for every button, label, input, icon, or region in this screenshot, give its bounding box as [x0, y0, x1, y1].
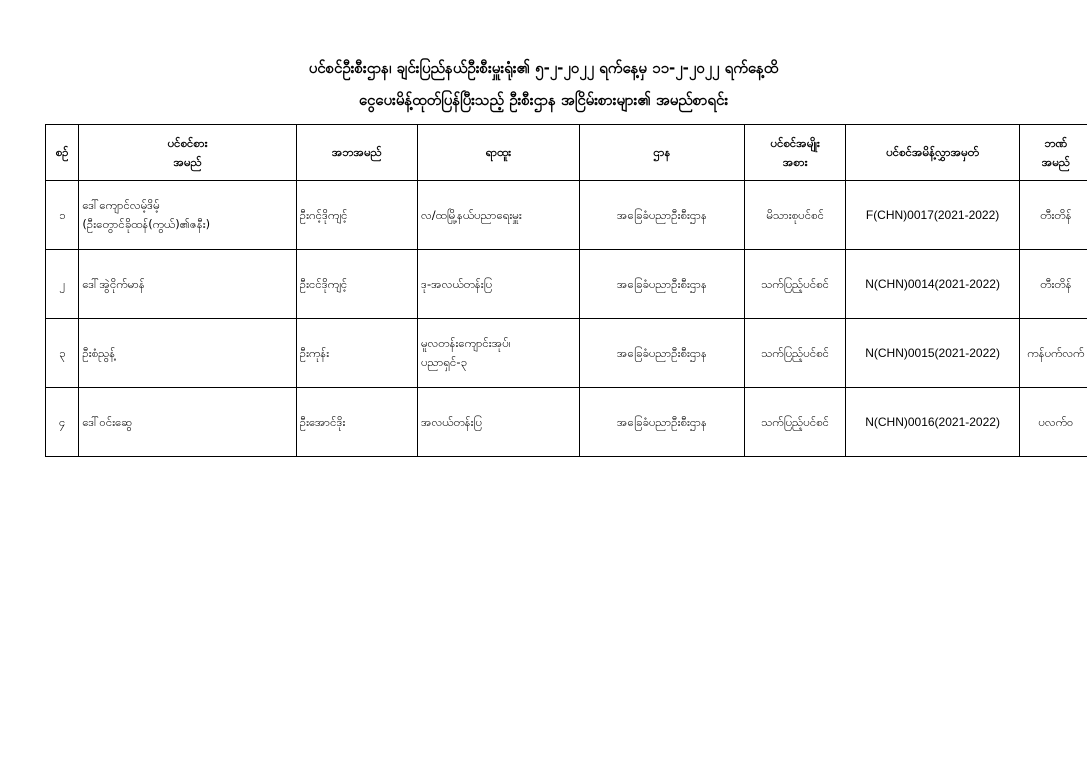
table-row — [46, 250, 1087, 319]
cell-position — [417, 388, 579, 457]
cell-pensioner-name — [79, 319, 296, 388]
table-row — [46, 319, 1087, 388]
cell-position-line-1: လ/ထမြို့နယ်ပညာရေးမှူး — [420, 207, 522, 222]
header-pensioner-name — [79, 125, 296, 181]
cell-order-number: N(CHN)0014(2021-2022) — [846, 250, 1019, 319]
cell-pension-type: သက်ပြည့်ပင်စင် — [745, 388, 846, 457]
cell-position-line-2: ပညာရှင်-၃ — [420, 355, 467, 369]
cell-department: အခြေခံပညာဦးစီးဌာန — [579, 319, 744, 388]
cell-pensioner-name-line-1: ဒေါ်ကျောင်လမ့်ဒိမ့် — [82, 198, 160, 212]
cell-department: အခြေခံပညာဦးစီးဌာန — [579, 181, 744, 250]
cell-bank-name: တီးတိန် — [1019, 250, 1087, 319]
cell-pensioner-name — [79, 181, 296, 250]
cell-pensioner-name-line-1: ဦးစံညွန့် — [82, 345, 116, 360]
header-father-name: အဘအမည် — [296, 125, 417, 181]
cell-father-name: ဦးအောင်ဒိုး — [296, 388, 417, 457]
cell-department: အခြေခံပညာဦးစီးဌာန — [579, 388, 744, 457]
cell-father-name: ဦးငင်ဒိုကျင့် — [296, 250, 417, 319]
header-no: စဉ် — [46, 125, 79, 181]
cell-pension-type: သက်ပြည့်ပင်စင် — [745, 319, 846, 388]
cell-position — [417, 319, 579, 388]
header-position: ရာထူး — [417, 125, 579, 181]
header-pension-type — [745, 125, 846, 181]
cell-pensioner-name — [79, 388, 296, 457]
cell-bank-name: ပလက်ဝ — [1019, 388, 1087, 457]
header-pension-type-line-2: အစား — [782, 154, 808, 169]
cell-position-line-1: အလယ်တန်းပြ — [420, 414, 483, 429]
document-title-line-1: ပင်စင်ဦးစီးဌာန၊ ချင်းပြည်နယ်ဦးစီးမှူးရုံး၏ ၅-၂-၂၀၂၂ ရက်နေ့မှ ၁၁-၂-၂၀၂၂ ရက်နေ့ထိ — [308, 59, 779, 77]
cell-order-number: F(CHN)0017(2021-2022) — [846, 181, 1019, 250]
document-title-line-2: ငွေပေးမိန့်ထုတ်ပြန်ပြီးသည့် ဦးစီးဌာန အငြိမ်းစားများ၏ အမည်စာရင်း — [358, 91, 729, 109]
header-pensioner-name-line-1: ပင်စင်စား — [167, 135, 208, 150]
header-pensioner-name-line-2: အမည် — [173, 154, 202, 169]
table-header-row — [46, 125, 1087, 181]
cell-bank-name: ကန်ပက်လက် — [1019, 319, 1087, 388]
cell-no: ၃ — [46, 319, 79, 388]
cell-no: ၄ — [46, 388, 79, 457]
cell-department: အခြေခံပညာဦးစီးဌာန — [579, 250, 744, 319]
cell-father-name: ဦးကုန်း — [296, 319, 417, 388]
cell-pension-type: သက်ပြည့်ပင်စင် — [745, 250, 846, 319]
header-department: ဌာန — [579, 125, 744, 181]
header-bank-name — [1019, 125, 1087, 181]
header-pension-type-line-1: ပင်စင်အမျိုး — [770, 135, 820, 150]
cell-position — [417, 181, 579, 250]
cell-position-line-1: ဒု-အလယ်တန်းပြ — [420, 276, 493, 291]
cell-order-number: N(CHN)0016(2021-2022) — [846, 388, 1019, 457]
cell-pensioner-name-line-1: ဒေါ်အွဲငိုက်မာန် — [82, 276, 145, 291]
cell-bank-name: တီးတိန် — [1019, 181, 1087, 250]
cell-no: ၁ — [46, 181, 79, 250]
pension-list-table — [45, 124, 1087, 457]
cell-order-number: N(CHN)0015(2021-2022) — [846, 319, 1019, 388]
header-bank-name-line-2: အမည် — [1041, 154, 1071, 169]
cell-no: ၂ — [46, 250, 79, 319]
header-order-number: ပင်စင်အမိန့်လွှာအမှတ် — [846, 125, 1019, 181]
cell-position-line-1: မူလတန်းကျောင်းအုပ်၊ — [420, 336, 511, 350]
cell-pensioner-name-line-1: ဒေါ်ဝင်းဆွေ — [82, 414, 133, 429]
cell-position — [417, 250, 579, 319]
cell-pensioner-name — [79, 250, 296, 319]
cell-pension-type: မိသားစုပင်စင် — [745, 181, 846, 250]
table-row — [46, 181, 1087, 250]
header-bank-name-line-1: ဘဏ် — [1044, 135, 1068, 150]
cell-pensioner-name-line-2: (ဦးတွောင်ခိုထန်(ကွယ်)၏ဇနီး) — [82, 217, 211, 231]
table-row — [46, 388, 1087, 457]
cell-father-name: ဦးဂင့်ဒိုကျင့် — [296, 181, 417, 250]
